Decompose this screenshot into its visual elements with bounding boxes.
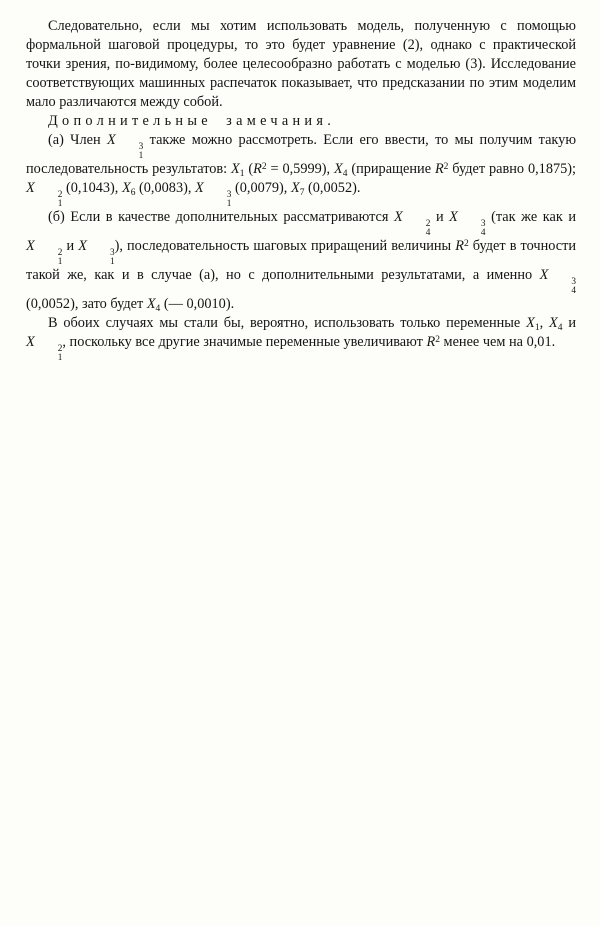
- math-superscript: 2: [57, 248, 63, 258]
- math-variable-base: X: [195, 180, 204, 196]
- text-run: = 0,5999),: [266, 161, 334, 177]
- text-run: будет равно 0,1875);: [448, 161, 576, 177]
- math-superscript: 3: [480, 219, 486, 229]
- text-run: (так же как и: [485, 209, 576, 225]
- math-variable-base: X: [26, 180, 35, 196]
- math-variable-base: X: [449, 209, 458, 225]
- math-subscript: 1: [226, 198, 232, 209]
- math-sup-sub-stack: [404, 220, 431, 237]
- math-variable-base: R: [426, 334, 436, 350]
- math-variable: [549, 315, 562, 331]
- math-variable: [394, 209, 431, 238]
- math-variable-base: X: [539, 267, 549, 283]
- math-variable: [449, 209, 486, 238]
- text-run: В обоих случаях мы стали бы, вероятно, использовать только переменные: [48, 315, 527, 331]
- text-run: будет в точности такой же, как и в случае (а), но с дополнительными результатами, а именно: [26, 238, 576, 283]
- math-subscript: 4: [425, 227, 431, 238]
- math-sup-sub-stack: [117, 143, 144, 160]
- math-sup-sub-stack: [36, 191, 63, 208]
- text-run: (0,0079),: [231, 180, 291, 196]
- text-run: Следовательно, если мы хотим использовать модель, полученную с помощью формальной шаговой процедуры, то это будет уравнение (2), однако с практической точки зрения, по-видимому, более целесообразно работать с моделью (3). Исследование соответствующих машинных распечаток показывает, что предсказании по этим моделим мало различаются между собой.: [26, 18, 576, 110]
- math-variable-base: X: [394, 209, 403, 225]
- math-variable: [106, 132, 144, 161]
- math-sup-sub-stack: [36, 249, 63, 266]
- math-variable: [78, 238, 115, 267]
- text-run: (0,1043),: [62, 180, 122, 196]
- math-subscript: 4: [342, 169, 348, 179]
- math-sup-sub-stack: [36, 345, 63, 362]
- math-subscript: 1: [109, 256, 115, 267]
- math-superscript: 2: [435, 335, 440, 345]
- text-run: также можно рассмотреть. Если его ввести, то мы получим такую последовательность результатов:: [26, 132, 576, 177]
- text-run: (0,0052), зато будет: [26, 296, 147, 312]
- math-variable-base: R: [434, 161, 444, 177]
- math-variable-base: X: [290, 180, 300, 196]
- math-variable: [122, 180, 135, 196]
- math-superscript: 3: [109, 248, 115, 258]
- text-run: Дополнительные замечания.: [48, 113, 336, 129]
- math-variable-base: X: [146, 296, 156, 312]
- math-subscript: 1: [239, 169, 245, 179]
- para-conclusion: [26, 314, 576, 362]
- math-variable-base: X: [526, 315, 535, 331]
- text-run: и: [562, 315, 576, 331]
- math-subscript: 6: [130, 188, 136, 198]
- math-superscript: 2: [57, 190, 63, 200]
- math-superscript: 2: [57, 344, 63, 354]
- math-variable: [231, 161, 244, 177]
- text-run: (б) Если в качестве дополнительных рассматриваются: [48, 209, 394, 225]
- text-run: (— 0,0010).: [160, 296, 235, 312]
- math-variable-base: X: [106, 132, 116, 148]
- text-run: и: [62, 238, 79, 254]
- math-variable-base: X: [549, 315, 558, 331]
- text-run: менее чем на 0,01.: [439, 334, 556, 350]
- text-run: , поскольку все другие значимые переменные увеличивают: [62, 334, 427, 350]
- math-sup-sub-stack: [549, 278, 576, 295]
- math-variable-base: R: [455, 238, 464, 254]
- math-subscript: 1: [57, 198, 63, 209]
- math-variable: [253, 161, 266, 177]
- math-variable: [291, 180, 304, 196]
- math-variable: [26, 180, 63, 209]
- math-superscript: 3: [226, 190, 232, 200]
- math-superscript: 2: [261, 162, 267, 172]
- math-superscript: 3: [138, 142, 144, 152]
- math-variable-base: R: [253, 161, 262, 177]
- text-run: ,: [539, 315, 549, 331]
- math-subscript: 1: [57, 256, 63, 267]
- math-subscript: 7: [299, 188, 305, 198]
- math-variable: [195, 180, 232, 209]
- math-variable: [526, 315, 539, 331]
- math-variable-base: X: [333, 161, 343, 177]
- math-subscript: 4: [557, 323, 563, 333]
- math-variable: [539, 267, 576, 296]
- text-run: и: [430, 209, 450, 225]
- math-subscript: 4: [480, 227, 486, 238]
- math-superscript: 3: [571, 277, 576, 287]
- math-subscript: 1: [138, 150, 144, 161]
- math-variable: [147, 296, 160, 312]
- text-run: (0,0083),: [135, 180, 195, 196]
- text-run: (а) Член: [48, 132, 107, 148]
- math-superscript: 2: [463, 239, 469, 249]
- math-variable: [455, 238, 468, 254]
- text-run: (: [244, 161, 254, 177]
- math-sup-sub-stack: [205, 191, 232, 208]
- math-variable: [334, 161, 347, 177]
- math-subscript: 1: [57, 352, 63, 363]
- text-block: [26, 17, 576, 362]
- text-run: ), последовательность шаговых приращений величины: [114, 238, 456, 254]
- math-subscript: 1: [534, 323, 540, 333]
- math-variable: [26, 238, 63, 267]
- math-variable-base: X: [26, 334, 35, 350]
- math-variable: [435, 161, 448, 177]
- math-sup-sub-stack: [88, 249, 115, 266]
- heading-additional-remarks: [26, 112, 576, 131]
- para-remark-a: [26, 131, 576, 208]
- para-intro: [26, 17, 576, 112]
- math-variable-base: X: [121, 180, 131, 196]
- math-superscript: 2: [443, 162, 449, 172]
- math-superscript: 2: [425, 219, 431, 229]
- math-variable-base: X: [26, 238, 35, 254]
- math-subscript: 4: [155, 304, 161, 314]
- math-variable: [26, 334, 63, 363]
- text-run: (0,0052).: [304, 180, 361, 196]
- math-variable-base: X: [78, 238, 87, 254]
- math-sup-sub-stack: [459, 220, 486, 237]
- math-variable: [426, 334, 439, 350]
- text-run: (приращение: [347, 161, 435, 177]
- math-subscript: 4: [571, 285, 576, 296]
- para-remark-b: [26, 208, 576, 314]
- math-variable-base: X: [231, 161, 240, 177]
